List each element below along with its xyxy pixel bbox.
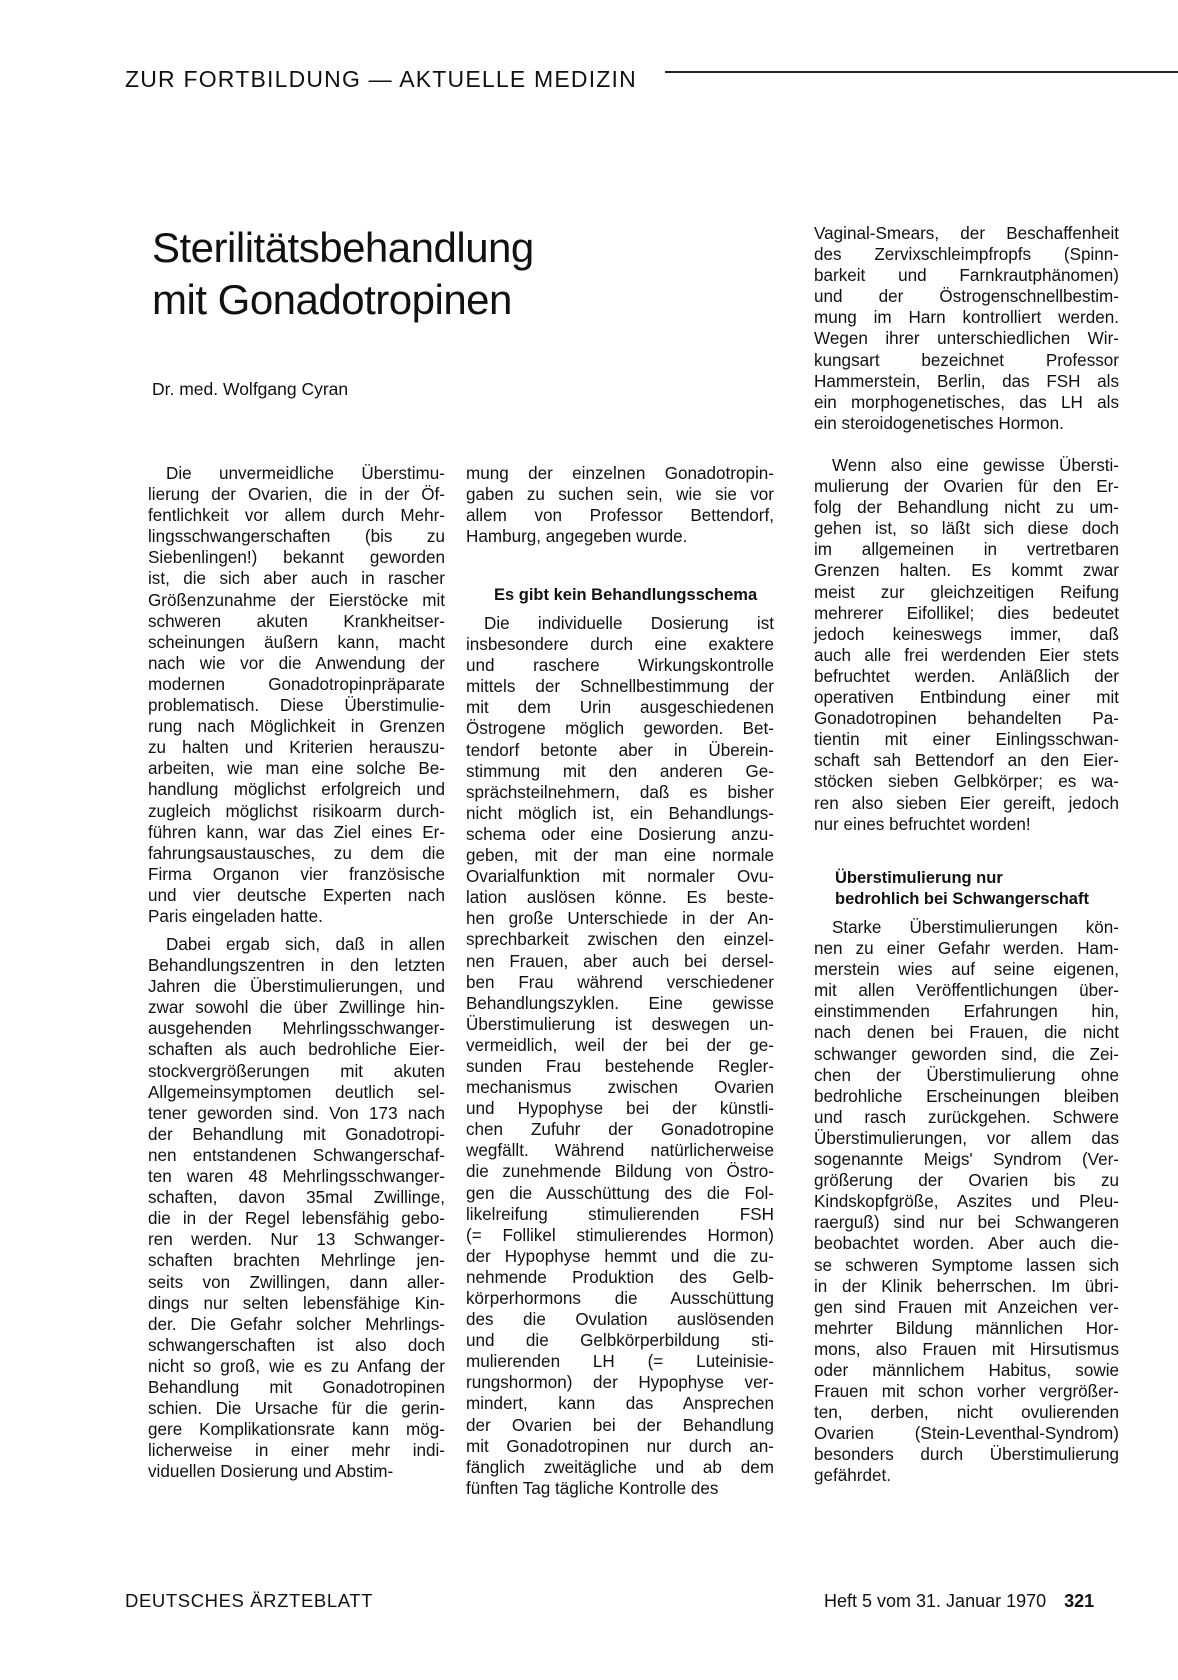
text-line: ten waren 48 Mehrlingsschwanger- (148, 1167, 445, 1187)
issue-date: Heft 5 vom 31. Januar 1970 (824, 1591, 1047, 1611)
text-line: schwanger geworden sind, die Zei- (814, 1044, 1119, 1064)
article-title (152, 222, 652, 326)
text-line: schema oder eine Dosierung anzu- (466, 824, 774, 844)
text-line: fentlichkeit vor allem durch Mehr- (148, 506, 445, 526)
text-line: mung im Harn kontrolliert werden. (814, 308, 1119, 328)
text-line: likelreifung stimulierenden FSH (466, 1204, 774, 1224)
text-line: gefährdet. (814, 1466, 891, 1486)
text-line: rungshormon) der Hypophyse ver- (466, 1373, 774, 1393)
text-line: der. Die Gefahr solcher Mehrlings- (148, 1314, 445, 1334)
text-line: des Zervixschleimpfropfs (Spinn- (814, 245, 1119, 265)
text-line: folg der Behandlung nicht zu um- (814, 498, 1119, 518)
text-line: Überstimulierung ist deswegen un- (466, 1014, 774, 1034)
column-2 (466, 463, 774, 547)
text-line: einstimmenden Erfahrungen hin, (814, 1002, 1119, 1022)
text-line: Ovarien (Stein-Leventhal-Syndrom) (814, 1424, 1119, 1444)
text-line: gere Komplikationsrate kann mög- (148, 1420, 445, 1440)
text-line: jedoch keineswegs immer, daß (814, 624, 1119, 644)
header-rule (665, 71, 1178, 73)
text-line: chen der Überstimulierung ohne (814, 1065, 1119, 1085)
text-line: problematisch. Diese Überstimulie- (148, 696, 445, 716)
text-line: Hammerstein, Berlin, das FSH als (814, 371, 1119, 391)
text-line: führen kann, war das Ziel eines Er- (148, 822, 445, 842)
text-line: kungsart bezeichnet Professor (814, 350, 1119, 370)
text-line: und rasch zurückgehen. Schwere (814, 1107, 1119, 1127)
text-line: nur eines befruchtet worden! (814, 814, 1031, 834)
col1-paragraph-2 (148, 934, 445, 1482)
section-title: ZUR FORTBILDUNG — AKTUELLE MEDIZIN (125, 66, 637, 92)
text-line: schien. Die Ursache für die gerin- (148, 1399, 445, 1419)
text-line: nehmende Produktion des Gelb- (466, 1267, 774, 1287)
text-line: stimmung mit den anderen Ge- (466, 761, 774, 781)
text-line: gen die Ausschüttung des die Fol- (466, 1183, 774, 1203)
section-heading-behandlungsschema: Es gibt kein Behandlungsschema (494, 586, 758, 604)
text-line: lierung der Ovarien, die in der Öf- (148, 485, 445, 505)
text-line: Hamburg, angegeben wurde. (466, 527, 688, 547)
text-line: nen entstandenen Schwangerschaf- (148, 1145, 445, 1165)
article-title-line-2: mit Gonadotropinen (152, 276, 512, 323)
text-line: barkeit und Farnkrautphänomen) (814, 266, 1119, 286)
text-line: (= Follikel stimulierendes Hormon) (466, 1225, 774, 1245)
col2-paragraph-2 (466, 613, 774, 1499)
text-line: sprächsteilnehmern, daß es bisher (466, 782, 774, 802)
text-line: Die unvermeidliche Überstimu- (166, 464, 445, 483)
text-line: sunden Frau bestehende Regler- (466, 1056, 774, 1076)
text-line: schwangerschaften ist also doch (148, 1335, 445, 1355)
text-line: mung der einzelnen Gonadotropin- (466, 464, 774, 483)
text-line: ben Frau während verschiedener (466, 972, 774, 992)
text-line: zu halten und Kriterien herauszu- (148, 738, 445, 758)
text-line: Firma Organon vier französische (148, 864, 445, 884)
text-line: stöcken sieben Gelbkörper; es wa- (814, 772, 1119, 792)
text-line: arbeiten, wie man eine solche Be- (148, 759, 445, 779)
text-line: licherweise in einer mehr indi- (148, 1441, 445, 1461)
text-line: mit allen Veröffentlichungen über- (814, 981, 1119, 1001)
text-line: des die Ovulation auslösenden (466, 1310, 774, 1330)
text-line: zwar sowohl die über Zwillinge hin- (148, 998, 445, 1018)
text-line: viduellen Dosierung und Abstim- (148, 1462, 394, 1482)
text-line: nicht so groß, wie es zu Anfang der (148, 1356, 445, 1376)
text-line: mechanismus zwischen Ovarien (466, 1078, 774, 1098)
column-2-section (466, 585, 774, 606)
text-line: se schweren Symptome lassen sich (814, 1255, 1119, 1275)
text-line: der Behandlung mit Gonadotropi- (148, 1124, 445, 1144)
text-line: lingsschwangerschaften (bis zu (148, 527, 445, 547)
text-line: bedrohliche Erscheinungen bleiben (814, 1086, 1119, 1106)
text-line: Jahren die Überstimulierungen, und (148, 977, 445, 997)
column-2-body (466, 613, 774, 1499)
text-line: ein steroidogenetisches Hormon. (814, 413, 1064, 433)
text-line: auch alle frei werdenden Eier stets (814, 645, 1119, 665)
text-line: dings nur selten lebensfähige Kin- (148, 1293, 445, 1313)
text-line: merstein wies auf seine eigenen, (814, 960, 1119, 980)
text-line: körperhormons die Ausschüttung (466, 1289, 774, 1308)
text-line: schaft sah Bettendorf an den Eier- (814, 751, 1119, 771)
text-line: mit Gonadotropinen nur durch an- (466, 1436, 774, 1456)
col1-paragraph-1 (148, 463, 445, 927)
text-line: gaben zu suchen sein, wie sie vor (466, 485, 774, 505)
text-line: Östrogene möglich geworden. Bet- (466, 719, 774, 739)
text-line: mindert, kann das Ansprechen (466, 1394, 774, 1414)
text-line: mehrter Bildung männlichen Hor- (814, 1318, 1119, 1338)
issue-info (824, 1591, 1094, 1612)
column-3-body (814, 455, 1119, 835)
text-line: Wenn also eine gewisse Übersti- (832, 456, 1119, 475)
col3-paragraph-3 (814, 917, 1119, 1487)
text-line: scheinungen äußern kann, macht (148, 632, 445, 652)
text-line: insbesondere durch eine exaktere (466, 635, 774, 655)
text-line: größerung der Ovarien bis zu (814, 1171, 1119, 1191)
text-line: fünften Tag tägliche Kontrolle des (466, 1478, 719, 1498)
text-line: Dabei ergab sich, daß in allen (166, 935, 445, 954)
text-line: ist, die sich aber auch in rascher (148, 569, 445, 589)
text-line: handlung möglichst erfolgreich und (148, 780, 445, 800)
text-line: Frauen mit schon vorher vergrößer- (814, 1382, 1119, 1402)
text-line: und die Gelbkörperbildung sti- (466, 1331, 774, 1351)
text-line: nicht möglich ist, ein Behandlungs- (466, 803, 774, 823)
text-line: beobachtet worden. Aber auch die- (814, 1234, 1119, 1254)
text-line: Behandlung mit Gonadotropinen (148, 1377, 445, 1397)
text-line: operativen Entbindung einer mit (814, 688, 1119, 708)
text-line: chen Zufuhr der Gonadotropine (466, 1120, 774, 1140)
text-line: schaften, davon 35mal Zwillinge, (148, 1188, 445, 1208)
text-line: befruchtet werden. Anläßlich der (814, 666, 1119, 686)
text-line: Siebenlingen!) bekannt geworden (148, 548, 445, 568)
text-line: Grenzen halten. Es kommt zwar (814, 561, 1119, 581)
text-line: fahrungsaustausches, zu dem die (148, 843, 445, 863)
text-line: modernen Gonadotropinpräparate (148, 674, 445, 694)
text-line: mit dem Urin ausgeschiedenen (466, 698, 774, 718)
text-line: und vier deutsche Experten nach (148, 885, 445, 905)
text-line: tientin mit einer Einlingsschwan- (814, 730, 1119, 750)
text-line: sprechbarkeit zwischen den einzel- (466, 930, 774, 950)
text-line: tendorf betonte aber in Überein- (466, 740, 774, 760)
text-line: mulierung der Ovarien für den Er- (814, 477, 1119, 497)
text-line: gen sind Frauen mit Anzeichen ver- (814, 1297, 1119, 1317)
text-line: lation auslösen könne. Es beste- (466, 888, 774, 908)
text-line: allem von Professor Bettendorf, (466, 506, 774, 526)
column-3-body-2 (814, 917, 1119, 1487)
journal-name: DEUTSCHES ÄRZTEBLATT (125, 1590, 374, 1611)
article-title-line-1: Sterilitätsbehandlung (152, 224, 534, 271)
text-line: Ovarialfunktion mit normaler Ovu- (466, 867, 774, 887)
text-line: der Hypophyse hemmt und die zu- (466, 1246, 774, 1266)
text-line: Gonadotropinen behandelten Pa- (814, 709, 1119, 729)
text-line: nach denen bei Frauen, die nicht (814, 1023, 1119, 1043)
page-header (125, 66, 1130, 93)
text-line: mittels der Schnellbestimmung der (466, 677, 774, 697)
text-line: Starke Überstimulierungen kön- (832, 918, 1119, 937)
text-line: zugleich möglichst risikoarm durch- (148, 801, 445, 821)
text-line: mons, also Frauen mit Hirsutismus (814, 1339, 1119, 1359)
text-line: ren also sieben Eier gereift, jedoch (814, 793, 1119, 813)
text-line: Größenzunahme der Eierstöcke mit (148, 590, 445, 610)
text-line: vermeidlich, weil der bei der ge- (466, 1035, 774, 1055)
text-line: schaften brachten Mehrlinge jen- (148, 1251, 445, 1271)
text-line: und raschere Wirkungskontrolle (466, 656, 774, 676)
text-line: Vaginal-Smears, der Beschaffenheit (814, 224, 1119, 243)
text-line: stockvergrößerungen mit akuten (148, 1061, 445, 1081)
text-line: rung nach Möglichkeit in Grenzen (148, 717, 445, 737)
section-heading-ueberstimulierung: Überstimulierung nur bedrohlich bei Schwangerschaft (835, 869, 1089, 908)
text-line: fänglich zweitägliche und ab dem (466, 1457, 774, 1477)
text-line: und der Östrogenschnellbestim- (814, 287, 1119, 307)
text-line: Behandlungszyklen. Eine gewisse (466, 993, 774, 1013)
col3-paragraph-2 (814, 455, 1119, 835)
column-3-section (814, 868, 1119, 910)
text-line: Behandlungszentren in den letzten (148, 956, 445, 976)
text-line: nen Frauen, aber auch bei dersel- (466, 951, 774, 971)
text-line: die zunehmende Bildung von Östro- (466, 1162, 774, 1182)
article-author: Dr. med. Wolfgang Cyran (152, 379, 349, 399)
text-line: oder männlichem Habitus, sowie (814, 1360, 1119, 1380)
text-line: ren werden. Nur 13 Schwanger- (148, 1230, 445, 1250)
column-3 (814, 223, 1119, 434)
col3-paragraph-1 (814, 223, 1119, 434)
text-line: schaften als auch bedrohliche Eier- (148, 1040, 445, 1060)
text-line: der Ovarien bei der Behandlung (466, 1415, 774, 1435)
text-line: meist zur gleichzeitigen Reifung (814, 582, 1119, 602)
text-line: Überstimulierungen, vor allem das (814, 1128, 1119, 1148)
text-line: schweren akuten Krankheitser- (148, 611, 445, 631)
text-line: die in der Regel lebensfähig gebo- (148, 1209, 445, 1229)
text-line: Kindskopfgröße, Aszites und Pleu- (814, 1192, 1119, 1212)
column-1 (148, 463, 445, 927)
text-line: ein morphogenetisches, das LH als (814, 392, 1119, 412)
text-line: im allgemeinen in vertretbaren (814, 540, 1119, 560)
text-line: Paris eingeladen hatte. (148, 906, 323, 926)
text-line: hen große Unterschiede in der An- (466, 909, 774, 929)
text-line: raerguß) sind nur bei Schwangeren (814, 1213, 1119, 1233)
text-line: Die individuelle Dosierung ist (484, 614, 774, 633)
text-line: und Hypophyse bei der künstli- (466, 1099, 774, 1119)
text-line: Allgemeinsymptomen deutlich sel- (148, 1082, 445, 1102)
text-line: mulierenden LH (= Luteinisie- (466, 1352, 774, 1372)
text-line: ausgehenden Mehrlingsschwanger- (148, 1019, 445, 1039)
text-line: besonders durch Überstimulierung (814, 1445, 1119, 1465)
column-1-continued (148, 934, 445, 1482)
text-line: gehen ist, so läßt sich diese doch (814, 519, 1119, 539)
text-line: geben, mit der man eine normale (466, 846, 774, 866)
text-line: sogenannte Meigs' Syndrom (Ver- (814, 1150, 1119, 1170)
text-line: tener geworden sind. Von 173 nach (148, 1103, 445, 1123)
text-line: in der Klinik beherrschen. Im übri- (814, 1276, 1119, 1296)
text-line: mehrerer Eifollikel; dies bedeutet (814, 603, 1119, 623)
text-line: nach wie vor die Anwendung der (148, 653, 445, 673)
text-line: ten, derben, nicht ovulierenden (814, 1403, 1119, 1423)
page-number: 321 (1064, 1591, 1095, 1611)
col2-paragraph-1 (466, 463, 774, 547)
text-line: Wegen ihrer unterschiedlichen Wir- (814, 329, 1119, 349)
text-line: wegfällt. Während natürlicherweise (466, 1141, 774, 1161)
text-line: seits von Zwillingen, dann aller- (148, 1272, 445, 1292)
text-line: nen zu einer Gefahr werden. Ham- (814, 939, 1119, 959)
